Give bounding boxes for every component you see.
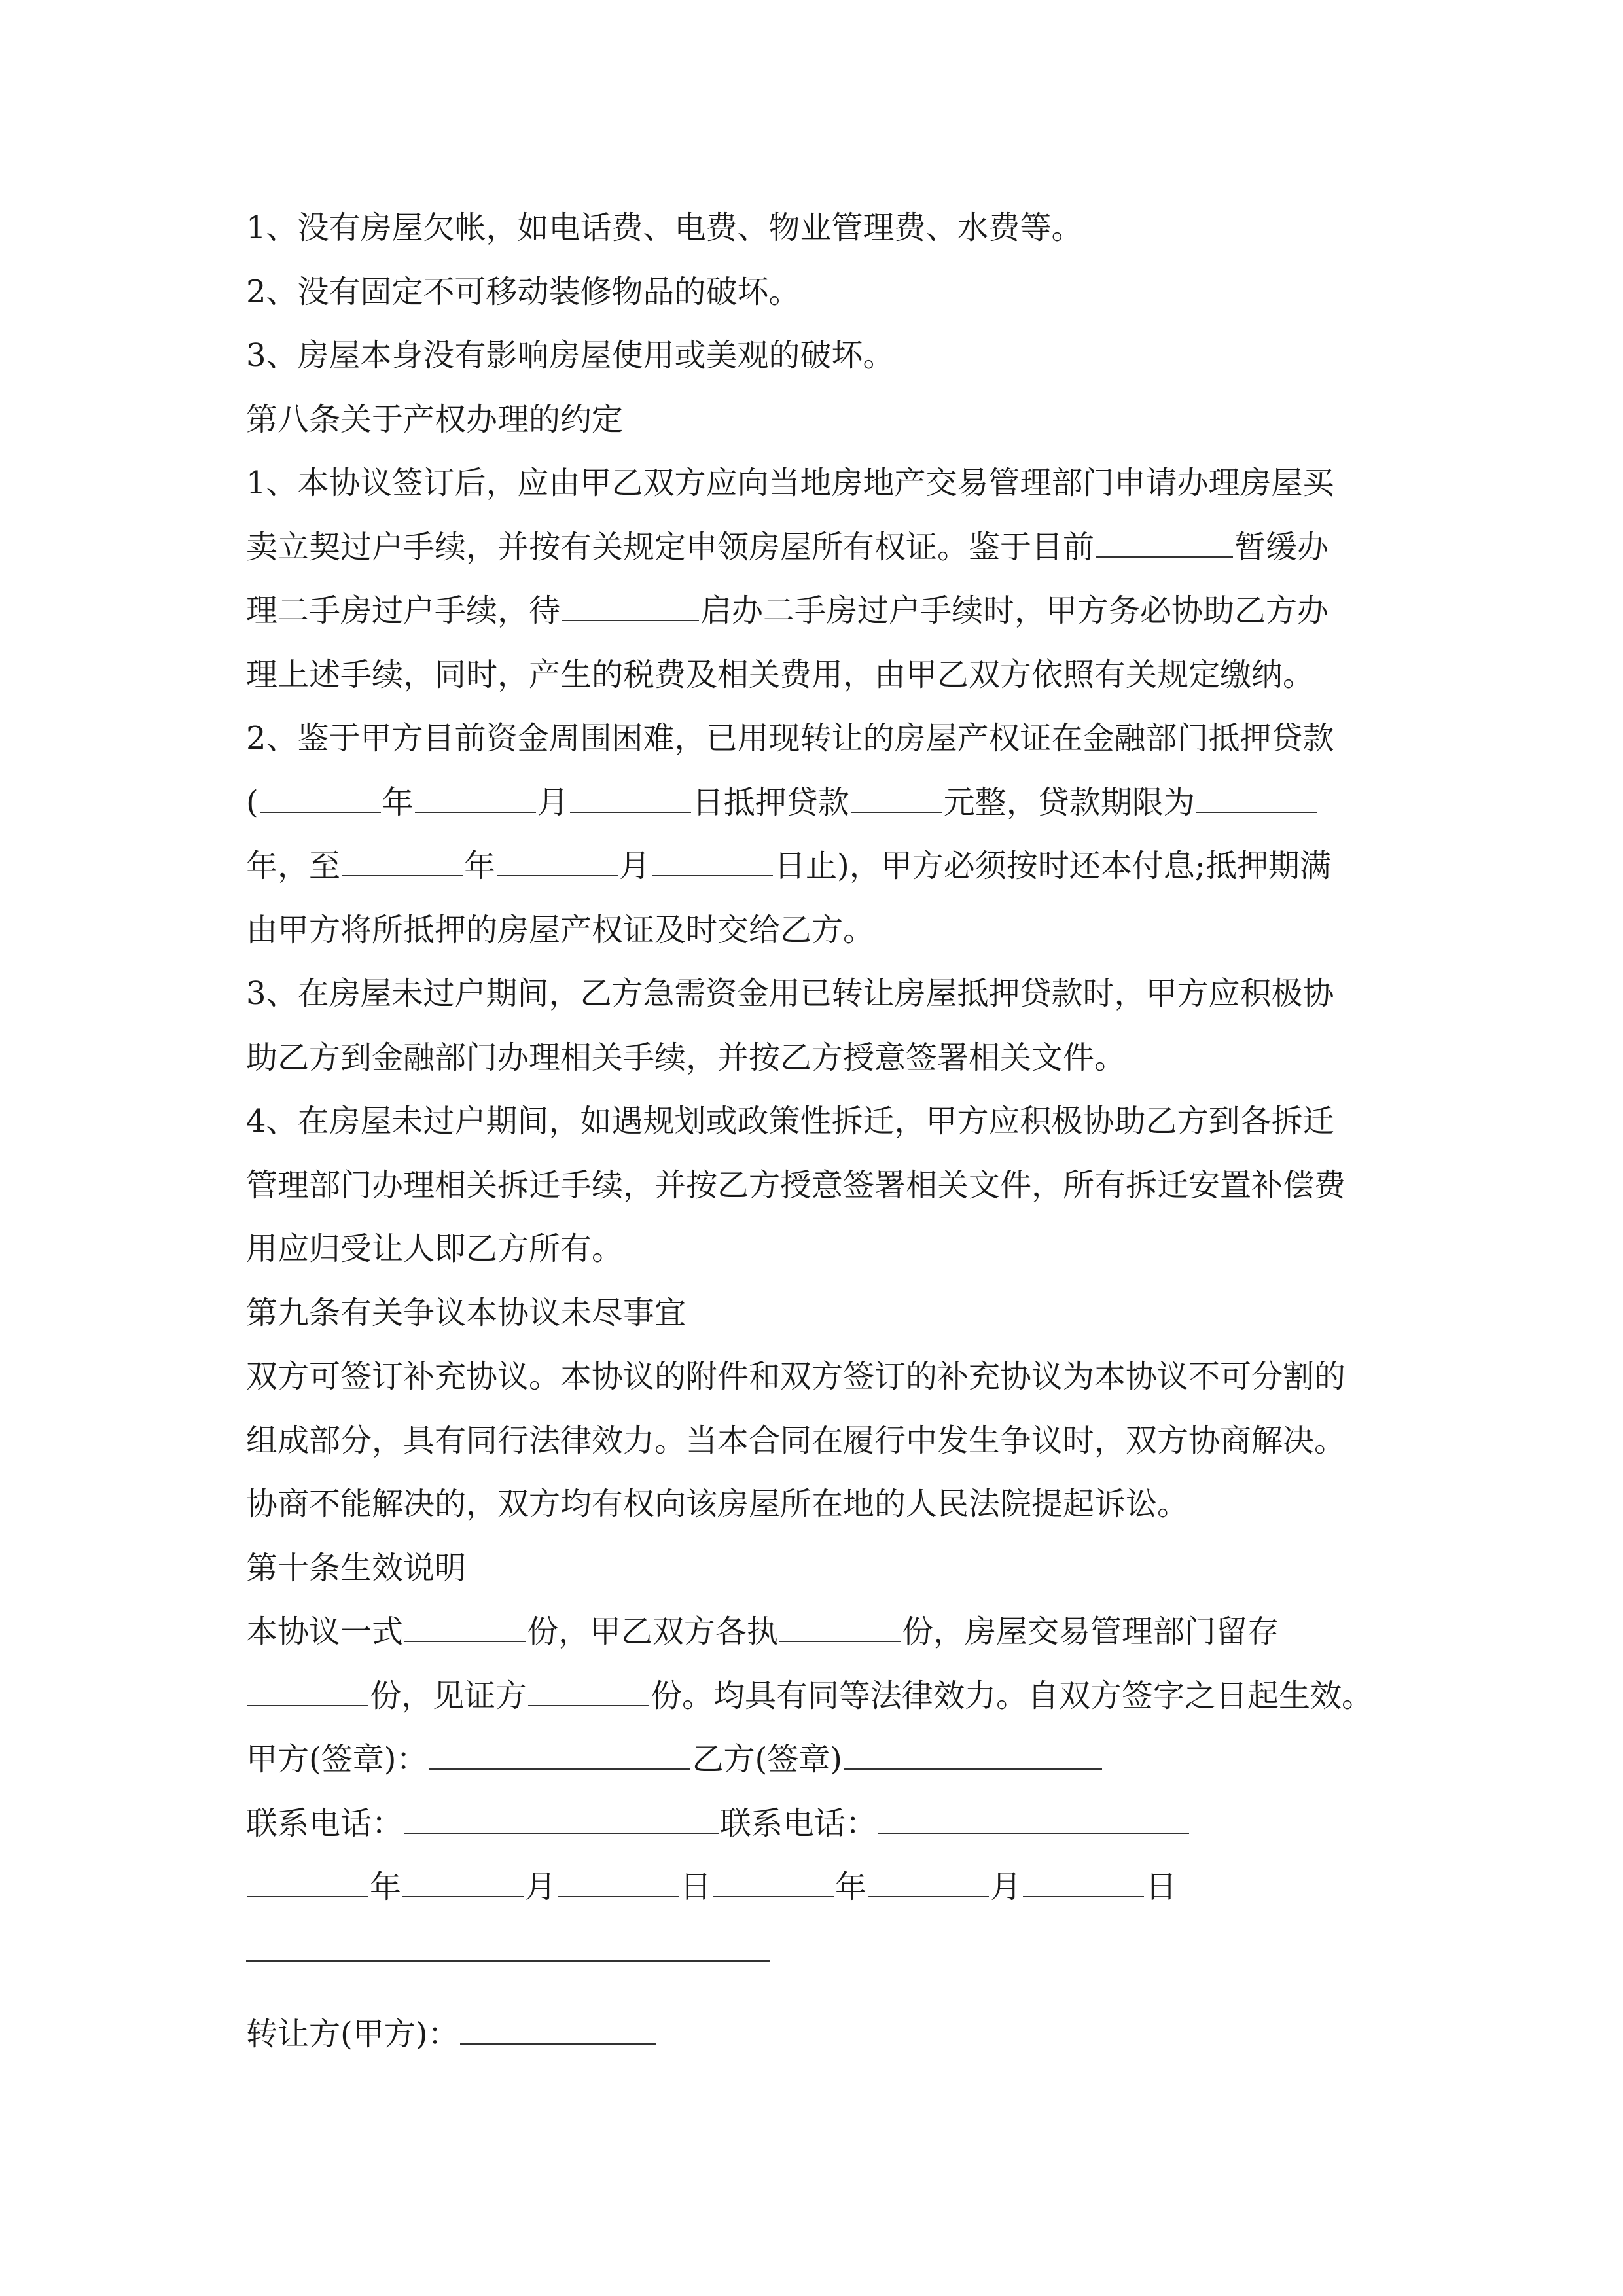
text-segment: 日 (680, 1869, 712, 1905)
transferor-line (246, 2003, 1398, 2067)
blank-field (1096, 529, 1233, 558)
signature-line (246, 1728, 1398, 1792)
article-8-heading: 第八条关于产权办理的约定 (246, 401, 624, 438)
phone-line (246, 1792, 1398, 1856)
article-8-clause-1-line-1: 1、本协议签订后，应由甲乙双方应向当地房地产交易管理部门申请办理房屋买 (246, 465, 1334, 501)
blank-field (570, 784, 691, 813)
article-9-heading: 第九条有关争议本协议未尽事宜 (246, 1294, 687, 1331)
date-line (246, 1856, 1398, 1920)
text-segment: 日 (1145, 1869, 1177, 1905)
text-segment: 年 (382, 783, 414, 821)
text-segment: 月 (990, 1869, 1022, 1905)
text-segment: 年 (835, 1869, 867, 1905)
text-segment: 启办二手房过户手续时，甲方务必协助乙方办 (700, 592, 1329, 629)
blank-field (415, 784, 536, 813)
text-segment: 份。均具有同等法律效力。自双方签字之日起生效。 (651, 1677, 1374, 1714)
blank-field (868, 1869, 989, 1897)
blank-field (497, 848, 618, 876)
blank-field (528, 1677, 649, 1706)
transferor-label: 转让方(甲方)： (246, 2016, 459, 2053)
article-10-heading: 第十条生效说明 (246, 1549, 467, 1587)
blank-field (260, 784, 381, 813)
article-9-line-2: 组成部分，具有同行法律效力。当本合同在履行中发生争议时，双方协商解决。 (246, 1422, 1346, 1459)
text-segment: 卖立契过户手续，并按有关规定申领房屋所有权证。鉴于目前 (246, 528, 1095, 565)
text-segment: 年，至 (246, 848, 341, 884)
blank-field (1196, 784, 1317, 813)
text-segment: 份，见证方 (370, 1677, 527, 1714)
article-8-clause-2-line-2 (246, 771, 1398, 835)
party-b-signature-label: 乙方(签章) (692, 1741, 842, 1778)
party-a-signature-label: 甲方(签章)： (246, 1741, 428, 1778)
text-segment: 元整，贷款期限为 (943, 783, 1195, 821)
blank-field (779, 1613, 901, 1642)
separator-line (246, 1920, 1398, 1984)
article-9-line-3: 协商不能解决的，双方均有权向该房屋所在地的人民法院提起诉讼。 (246, 1486, 1189, 1522)
text-segment: 暂缓办 (1234, 528, 1329, 565)
article-8-clause-1-line-2 (246, 516, 1398, 580)
text-segment: 日止)，甲方必须按时还本付息;抵押期满 (774, 848, 1331, 884)
text-segment: 月 (619, 848, 651, 884)
text-segment: 月 (537, 783, 569, 821)
article-8-clause-4-line-2: 管理部门办理相关拆迁手续，并按乙方授意签署相关文件，所有拆迁安置补偿费 (246, 1166, 1346, 1204)
blank-field (652, 848, 773, 876)
party-a-signature-blank (429, 1741, 690, 1770)
article-8-clause-2-line-3 (246, 834, 1398, 899)
article-8-clause-3-line-2: 助乙方到金融部门办理相关手续，并按乙方授意签署相关文件。 (246, 1039, 1126, 1076)
party-b-phone-blank (878, 1805, 1189, 1834)
text-segment: 份，房屋交易管理部门留存 (902, 1613, 1279, 1650)
text-segment: ( (246, 783, 259, 821)
blank-field (1023, 1869, 1144, 1897)
article-8-clause-2-line-4: 由甲方将所抵押的房屋产权证及时交给乙方。 (246, 911, 875, 948)
text-segment: 份，甲乙双方各执 (527, 1613, 779, 1650)
article-9-line-1: 双方可签订补充协议。本协议的附件和双方签订的补充协议为本协议不可分割的 (246, 1358, 1346, 1395)
spacer (246, 1983, 1398, 2003)
article-8-clause-3-line-1: 3、在房屋未过户期间，乙方急需资金用已转让房屋抵押贷款时，甲方应积极协 (246, 975, 1334, 1012)
article-10-line-1 (246, 1600, 1398, 1664)
article-8-clause-2-line-1: 2、鉴于甲方目前资金周围困难，已用现转让的房屋产权证在金融部门抵押贷款 (246, 720, 1334, 757)
article-8-clause-4-line-3: 用应归受让人即乙方所有。 (246, 1230, 624, 1267)
text-segment: 本协议一式 (246, 1613, 404, 1650)
blank-field (402, 1869, 524, 1897)
blank-field (342, 848, 463, 876)
party-b-signature-blank (844, 1741, 1102, 1770)
article-8-clause-4-line-1: 4、在房屋未过户期间，如遇规划或政策性拆迁，甲方应积极协助乙方到各拆迁 (246, 1103, 1334, 1139)
dash-separator (246, 1928, 770, 1962)
party-b-phone-label: 联系电话： (720, 1804, 878, 1842)
blank-field (558, 1869, 679, 1897)
party-a-phone-blank (404, 1805, 719, 1834)
article-10-line-2 (246, 1664, 1398, 1729)
document-body (246, 196, 1398, 2067)
text-segment: 年 (370, 1869, 402, 1905)
blank-field (713, 1869, 834, 1897)
article-8-clause-1-line-3 (246, 579, 1398, 643)
article-8-clause-1-line-4: 理上述手续，同时，产生的税费及相关费用，由甲乙双方依照有关规定缴纳。 (246, 656, 1315, 693)
party-a-phone-label: 联系电话： (246, 1804, 404, 1842)
item-2: 2、没有固定不可移动装修物品的破坏。 (246, 273, 800, 310)
item-3: 3、房屋本身没有影响房屋使用或美观的破坏。 (246, 337, 895, 374)
blank-field (247, 1677, 368, 1706)
blank-field (247, 1869, 368, 1897)
item-1: 1、没有房屋欠帐，如电话费、电费、物业管理费、水费等。 (246, 209, 1083, 246)
blank-field (562, 592, 699, 621)
text-segment: 年 (464, 848, 496, 884)
blank-field (851, 784, 942, 813)
text-segment: 月 (525, 1869, 557, 1905)
text-segment: 日抵押贷款 (692, 783, 849, 821)
blank-field (404, 1613, 526, 1642)
transferor-blank (460, 2016, 656, 2045)
text-segment: 理二手房过户手续，待 (246, 592, 561, 629)
